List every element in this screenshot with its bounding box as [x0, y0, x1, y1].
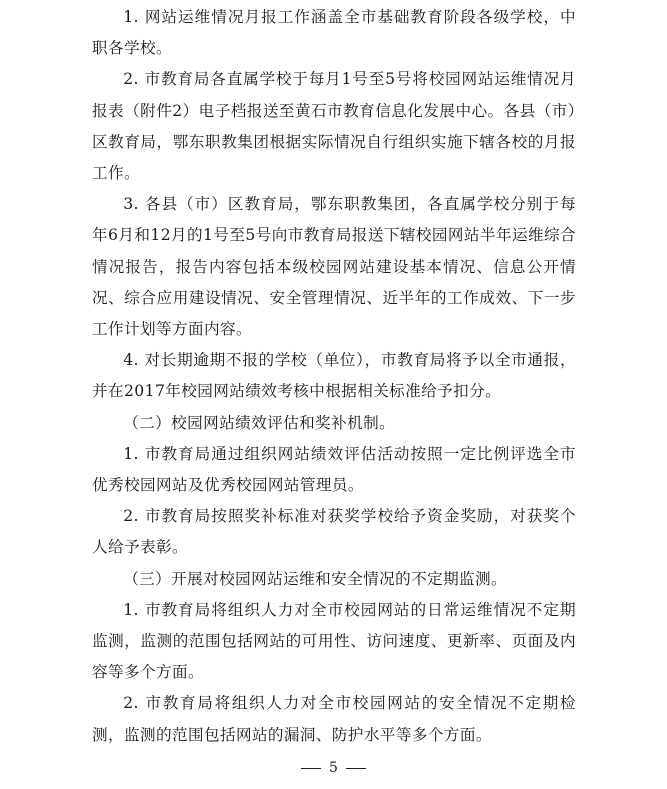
footer-dash-left — [301, 768, 321, 769]
section-heading-monitoring: （三）开展对校园网站运维和安全情况的不定期监测。 — [123, 569, 508, 588]
paragraph-excellence-selection: 1. 市教育局通过组织网站绩效评估活动按照一定比例评选全市优秀校园网站及优秀校园网站管理员。 — [92, 444, 576, 495]
document-body — [92, 2, 576, 751]
paragraph-overdue-penalty: 4. 对长期逾期不报的学校（单位），市教育局将予以全市通报，并在2017年校园网站绩效考核中根据相关标准给予扣分。 — [92, 351, 576, 401]
page-number: 5 — [329, 760, 338, 776]
footer-dash-right — [346, 768, 366, 769]
paragraph-security-monitoring: 2. 市教育局将组织人力对全市校园网站的安全情况不定期检测，监测的范围包括网站的漏洞、防护水平等多个方面。 — [92, 694, 576, 744]
paragraph-monthly-report-submission: 2. 市教育局各直属学校于每月1号至5号将校园网站运维情况月报表（附件2）电子档报送至黄石市教育信息化发展中心。各县（市）区教育局，鄂东职教集团根据实际情况自行组织实施下辖各校的月报工作。 — [92, 70, 576, 183]
paragraph-monthly-report-scope: 1. 网站运维情况月报工作涵盖全市基础教育阶段各级学校，中职各学校。 — [92, 8, 576, 58]
paragraph-award-funding: 2. 市教育局按照奖补标准对获奖学校给予资金奖励，对获奖个人给予表彰。 — [92, 507, 576, 557]
page-footer — [0, 758, 667, 778]
section-heading-evaluation: （二）校园网站绩效评估和奖补机制。 — [123, 413, 396, 432]
paragraph-operation-monitoring: 1. 市教育局将组织人力对全市校园网站的日常运维情况不定期监测，监测的范围包括网站的可用性、访问速度、更新率、页面及内容等多个方面。 — [92, 600, 576, 682]
paragraph-half-year-report: 3. 各县（市）区教育局，鄂东职教集团，各直属学校分别于每年6月和12月的1号至5号向市教育局报送下辖校园网站半年运维综合情况报告，报告内容包括本级校园网站建设基本情况、信息公开情况、综合应用建设情况、安全管理情况、近半年的工作成效、下一步工作计划等方面内容。 — [92, 195, 576, 339]
